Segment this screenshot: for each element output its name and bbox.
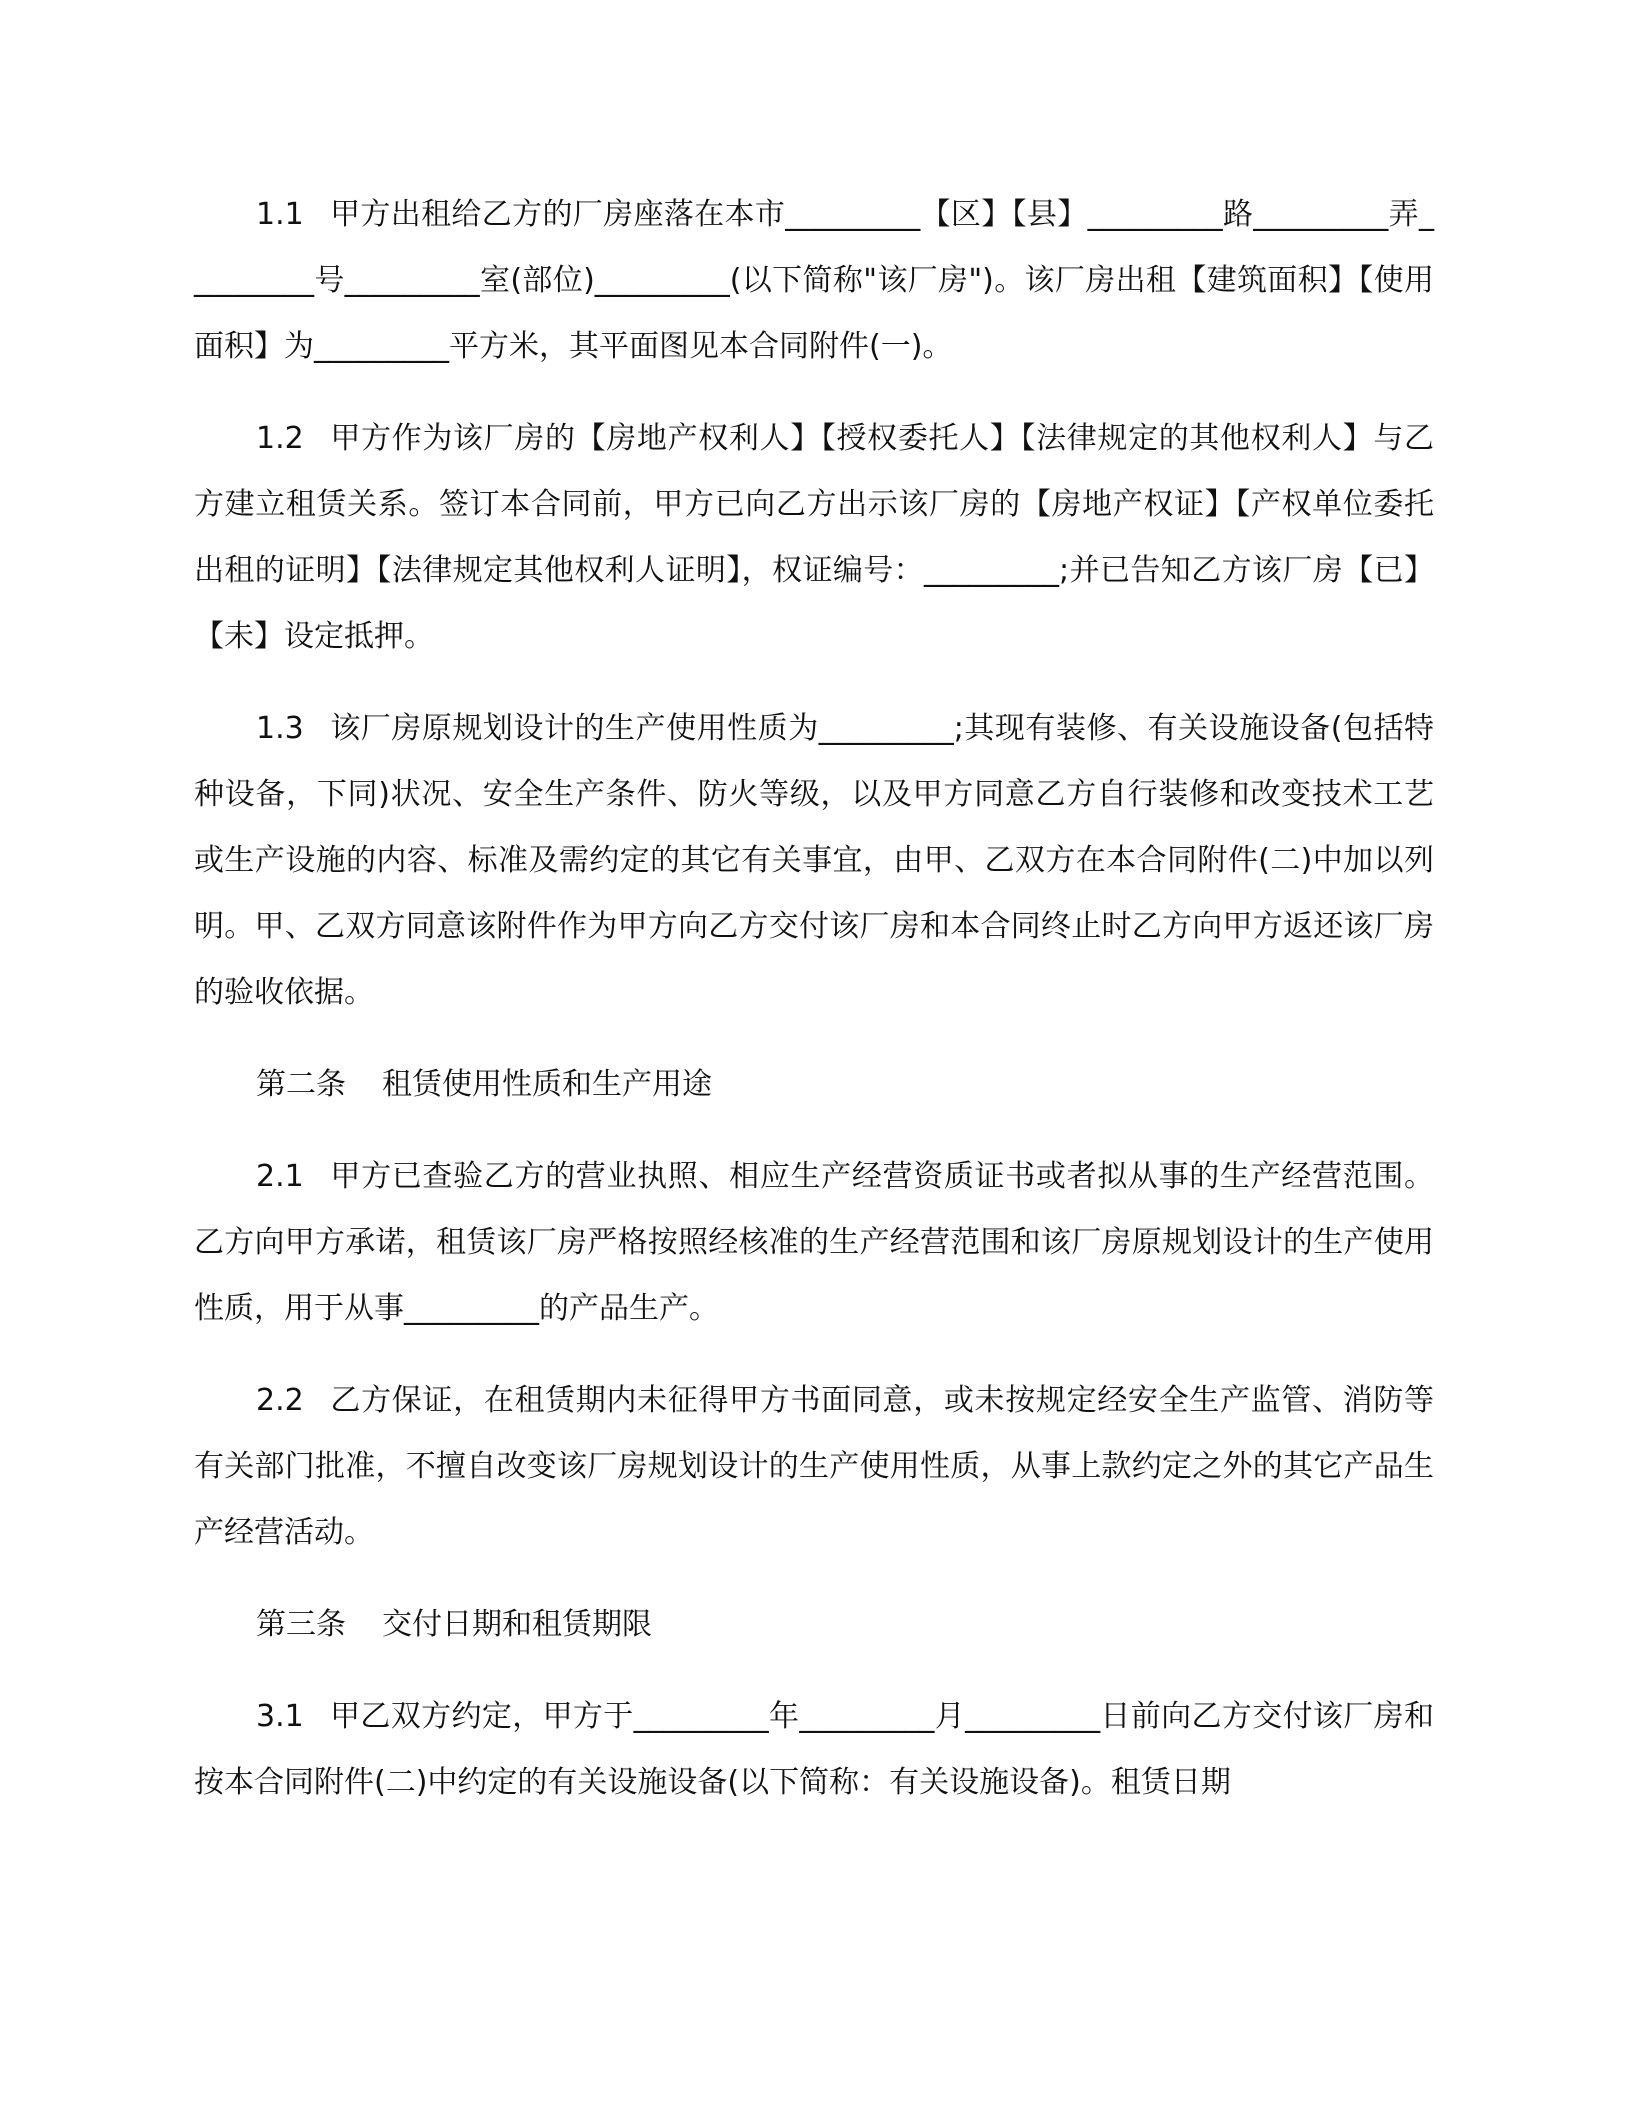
clause-number: 1.2: [256, 421, 304, 456]
document-page: [194, 182, 1434, 1842]
clause-1-1: [194, 182, 1434, 380]
clause-number: 2.1: [256, 1159, 304, 1194]
clause-2-2: [194, 1368, 1434, 1566]
article-number: 第二条: [256, 1067, 346, 1102]
article-title: 租赁使用性质和生产用途: [382, 1067, 712, 1102]
clause-1-2: [194, 406, 1434, 670]
clause-text: 甲乙双方约定，甲方于_________年_________月_________日前向乙方交付该厂房和按本合同附件(二)中约定的有关设施设备(以下简称：有关设施设备)。租赁日期: [194, 1699, 1434, 1800]
clause-number: 2.2: [256, 1383, 304, 1418]
clause-text: 甲方作为该厂房的【房地产权利人】【授权委托人】【法律规定的其他权利人】与乙方建立租赁关系。签订本合同前，甲方已向乙方出示该厂房的【房地产权证】【产权单位委托出租的证明】【法律规定其他权利人证明】，权证编号：_________;并已告知乙方该厂房【已】【未】设定抵押。: [194, 421, 1434, 654]
article-number: 第三条: [256, 1607, 346, 1642]
clause-1-3: [194, 696, 1434, 1026]
clause-text: 甲方出租给乙方的厂房座落在本市_________【区】【县】_________路_________弄_________号_________室(部位)_________(以下简称"该厂房")。该厂房出租【建筑面积】【使用面积】为_________平方米，其平面图见本合同附件(一)。: [194, 197, 1434, 364]
clause-number: 1.3: [256, 711, 304, 746]
clause-3-1: [194, 1684, 1434, 1816]
clause-text: 乙方保证，在租赁期内未征得甲方书面同意，或未按规定经安全生产监管、消防等有关部门批准，不擅自改变该厂房规划设计的生产使用性质，从事上款约定之外的其它产品生产经营活动。: [194, 1383, 1434, 1550]
clause-text: 该厂房原规划设计的生产使用性质为_________;其现有装修、有关设施设备(包括特种设备，下同)状况、安全生产条件、防火等级，以及甲方同意乙方自行装修和改变技术工艺或生产设施的内容、标准及需约定的其它有关事宜，由甲、乙双方在本合同附件(二)中加以列明。甲、乙双方同意该附件作为甲方向乙方交付该厂房和本合同终止时乙方向甲方返还该厂房的验收依据。: [194, 711, 1434, 1010]
article-3-heading: [194, 1592, 1434, 1658]
article-2-heading: [194, 1052, 1434, 1118]
article-title: 交付日期和租赁期限: [382, 1607, 652, 1642]
clause-number: 3.1: [256, 1699, 304, 1734]
clause-number: 1.1: [256, 197, 304, 232]
clause-2-1: [194, 1144, 1434, 1342]
clause-text: 甲方已查验乙方的营业执照、相应生产经营资质证书或者拟从事的生产经营范围。乙方向甲方承诺，租赁该厂房严格按照经核准的生产经营范围和该厂房原规划设计的生产使用性质，用于从事_________的产品生产。: [194, 1159, 1434, 1326]
